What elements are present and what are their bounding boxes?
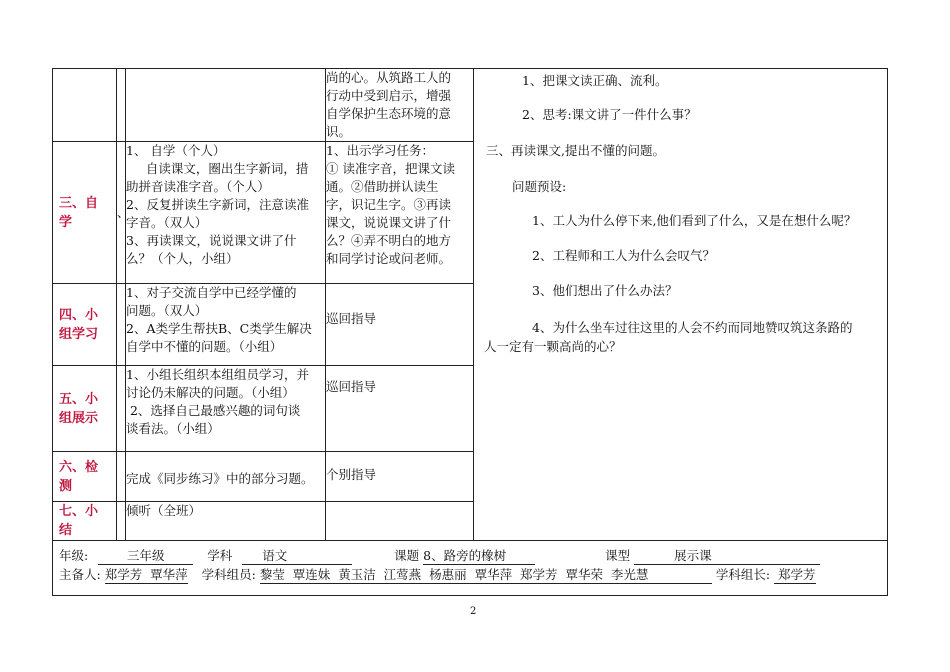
- table-row: [53, 69, 888, 142]
- text-line: 尚的心。从筑路工人的: [326, 70, 452, 85]
- leader-label: 学科组长:: [715, 567, 771, 582]
- text-line: 1、小组长组织本组组员学习，并: [126, 367, 309, 382]
- student-activity-cell: [126, 452, 326, 502]
- text-line: 2、反复拼读生字新词，注意读准: [126, 197, 309, 212]
- text-line: 谈看法。（小组）: [126, 421, 220, 436]
- text-line: 问题。（双人）: [126, 303, 208, 318]
- members-value: 黎莹 覃连妹 黄玉洁 江莺燕 杨惠丽 覃华萍 郑学芳 覃华荣 李光慧: [260, 567, 712, 584]
- lesson-plan-table: [52, 68, 888, 541]
- footer-line-1: [59, 546, 820, 565]
- text-line: 1、对子交流自学中已经学懂的: [126, 285, 297, 300]
- teacher-activity-cell: [326, 142, 474, 284]
- text-line: 么？（个人，小组）: [126, 251, 239, 266]
- page-number: 2: [470, 606, 477, 617]
- text-line: 个别指导: [326, 467, 377, 482]
- teacher-activity-cell: [326, 452, 474, 502]
- leader-value: 郑学芳: [774, 567, 816, 584]
- stage-cell: [53, 69, 117, 142]
- text-line: 课文，说说课文讲了什: [326, 215, 452, 230]
- text-line: 4、为什么坐车过往这里的人会不约而同地赞叹筑这条路的: [532, 320, 853, 335]
- stage-cell: [53, 502, 117, 541]
- student-activity-cell: [126, 366, 326, 452]
- teacher-activity-cell: [326, 366, 474, 452]
- topic-label: 课题: [394, 548, 420, 563]
- stage-cell: [53, 452, 117, 502]
- grade-label: 年级:: [59, 548, 89, 563]
- stage-label: 三、自 学: [59, 195, 99, 230]
- mark-cell: [117, 366, 126, 452]
- stage-label: 七、小 结: [59, 504, 99, 538]
- text-line: 1、把课文读正确、流利。: [522, 73, 668, 88]
- preparer-label: 主备人:: [59, 567, 101, 582]
- student-activity-cell: [126, 284, 326, 366]
- text-line: 人一定有一颗高尚的心？: [484, 339, 622, 354]
- text-line: 字音。（双人）: [126, 215, 208, 230]
- mark-cell: 、: [117, 142, 126, 284]
- text-line: 字，识记生字。③再读: [326, 197, 452, 212]
- stage-cell: [53, 142, 117, 284]
- student-activity-cell: [126, 502, 326, 541]
- text-line: 2、思考:课文讲了一件什么事？: [522, 107, 697, 122]
- stage-cell: [53, 284, 117, 366]
- stage-label: 六、检 测: [59, 459, 99, 494]
- text-line: 讨论仍未解决的问题。（小组）: [126, 385, 295, 400]
- stage-label: 四、小 组学习: [59, 307, 99, 342]
- text-line: ① 读准字音，把课文读: [326, 161, 455, 176]
- text-line: 完成《同步练习》中的部分习题。: [126, 471, 314, 486]
- lesson-info-footer: [52, 540, 888, 596]
- type-label: 课型: [605, 548, 631, 563]
- subject-label: 学科: [207, 548, 233, 563]
- text-line: 和同学讨论或问老师。: [326, 251, 452, 266]
- process-description-cell: [474, 69, 888, 541]
- text-line: 么？④弄不明白的地方: [326, 233, 452, 248]
- text-line: 自学保护生态环境的意: [326, 106, 452, 121]
- text-line: 1、出示学习任务：: [326, 143, 434, 158]
- student-activity-cell: [126, 69, 326, 142]
- footer-line-2: [59, 565, 816, 584]
- teacher-activity-cell: [326, 69, 474, 142]
- text-line: 行动中受到启示，增强: [326, 88, 452, 103]
- text-line: 识。: [326, 124, 352, 139]
- text-line: 自读课文，圈出生字新词，措: [126, 161, 309, 176]
- mark-cell: [117, 502, 126, 541]
- text-line: 1、 自学（个人）: [126, 143, 226, 158]
- text-line: 3、再读课文，说说课文讲了什: [126, 233, 297, 248]
- mark-cell: [117, 284, 126, 366]
- text-line: 巡回指导: [326, 311, 377, 326]
- text-line: 3、他们想出了什么办法？: [532, 283, 678, 298]
- text-line: 通。②借助拼认读生: [326, 179, 439, 194]
- stage-label: 五、小 组展示: [59, 391, 99, 426]
- teacher-activity-cell: [326, 502, 474, 541]
- text-line: 倾听（全班）: [126, 503, 202, 518]
- text-line: 问题预设:: [512, 179, 567, 194]
- text-line: 三、再读课文,提出不懂的问题。: [486, 143, 665, 158]
- mark-cell: [117, 69, 126, 142]
- text-line: 2、工程师和工人为什么会叹气？: [532, 248, 715, 263]
- student-activity-cell: [126, 142, 326, 284]
- preparer-value: 郑学芳 覃华萍: [104, 567, 188, 582]
- subject-value: 语文: [242, 548, 352, 565]
- text-line: 自学中不懂的问题。（小组）: [126, 339, 283, 354]
- text-line: 2、选择自己最感兴趣的词句谈: [126, 403, 301, 418]
- text-line: 巡回指导: [326, 379, 377, 394]
- stage-cell: [53, 366, 117, 452]
- text-line: 助拼音读准字音。（个人）: [126, 179, 270, 194]
- members-label: 学科组员:: [201, 567, 256, 582]
- mark-cell: [117, 452, 126, 502]
- teacher-activity-cell: [326, 284, 474, 366]
- text-line: 1、工人为什么停下来,他们看到了什么，又是在想什么呢？: [532, 213, 857, 228]
- topic-value: 8、路旁的橡树: [423, 548, 535, 565]
- text-line: 2、A类学生帮扶B、C类学生解决: [126, 321, 312, 336]
- grade-value: 三年级: [98, 548, 193, 565]
- type-value: 展示课: [634, 548, 820, 565]
